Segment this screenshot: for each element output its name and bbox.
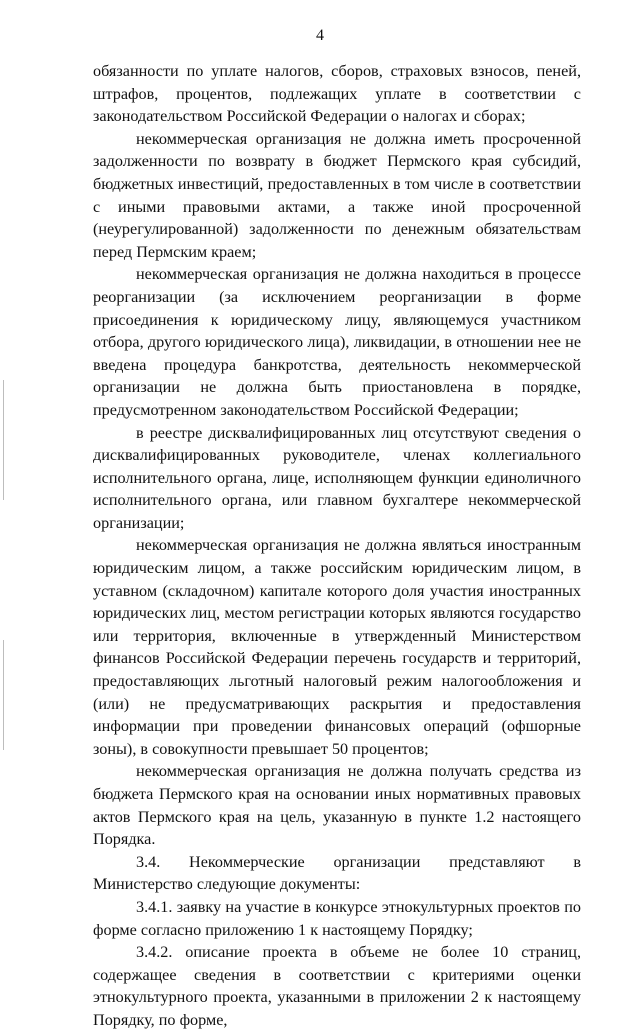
paragraph: некоммерческая организация не должна получать средства из бюджета Пермского края на основании иных нормативных правовых актов Пермского края на цель, указанную в пункте 1.2 настоящего Порядка. bbox=[93, 762, 581, 849]
paragraph: в реестре дисквалифицированных лиц отсутствуют сведения о дисквалифицированных руководителе, членах коллегиального исполнительного органа, лице, исполняющем функции единоличного исполнительного органа, или главном бухгалтере некоммерческой организации; bbox=[93, 423, 581, 532]
paragraph: некоммерческая организация не должна иметь просроченной задолженности по возврату в бюджет Пермского края субсидий, бюджетных инвестиций, предоставленных в том числе в соответствии с иными правовыми актами, а также иной просроченной (неурегулированной) задолженности по денежным обязательствам перед Пермским краем; bbox=[93, 129, 581, 261]
scan-edge-mark bbox=[3, 640, 4, 750]
paragraph-section-3-4: 3.4. Некоммерческие организации представляют в Министерство следующие документы: bbox=[93, 852, 581, 894]
scan-edge-mark bbox=[3, 380, 4, 500]
document-body bbox=[93, 60, 581, 1032]
page-number: 4 bbox=[316, 27, 324, 44]
paragraph: некоммерческая организация не должна находиться в процессе реорганизации (за исключением реорганизации в форме присоединения к юридическому лицу, являющемуся участником отбора, другого юридического лица), ликвидации, в отношении нее не введена процедура банкротства, деятельность некоммерческой организации не должна быть приостановлена в порядке, предусмотренном законодательством Российской Федерации; bbox=[93, 265, 581, 419]
paragraph: некоммерческая организация не должна являться иностранным юридическим лицом, а также российским юридическим лицом, в уставном (складочном) капитале которого доля участия иностранных юридических лиц, местом регистрации которых являются государство или территория, включенные в утвержденный Министерством финансов Российской Федерации перечень государств и территорий, предоставляющих льготный налоговый режим налогообложения и (или) не предусматривающих раскрытия и предоставления информации при проведении финансовых операций (офшорные зоны), в совокупности превышает 50 процентов; bbox=[93, 536, 581, 758]
paragraph-section-3-4-2: 3.4.2. описание проекта в объеме не более 10 страниц, содержащее сведения в соответствии с критериями оценки этнокультурного проекта, указанными в приложении 2 к настоящему Порядку, по форме, bbox=[93, 943, 581, 1029]
paragraph-continuation: обязанности по уплате налогов, сборов, страховых взносов, пеней, штрафов, процентов, подлежащих уплате в соответствии с законодательством Российской Федерации о налогах и сборах; bbox=[93, 62, 581, 126]
paragraph-section-3-4-1: 3.4.1. заявку на участие в конкурсе этнокультурных проектов по форме согласно приложению 1 к настоящему Порядку; bbox=[93, 897, 581, 939]
